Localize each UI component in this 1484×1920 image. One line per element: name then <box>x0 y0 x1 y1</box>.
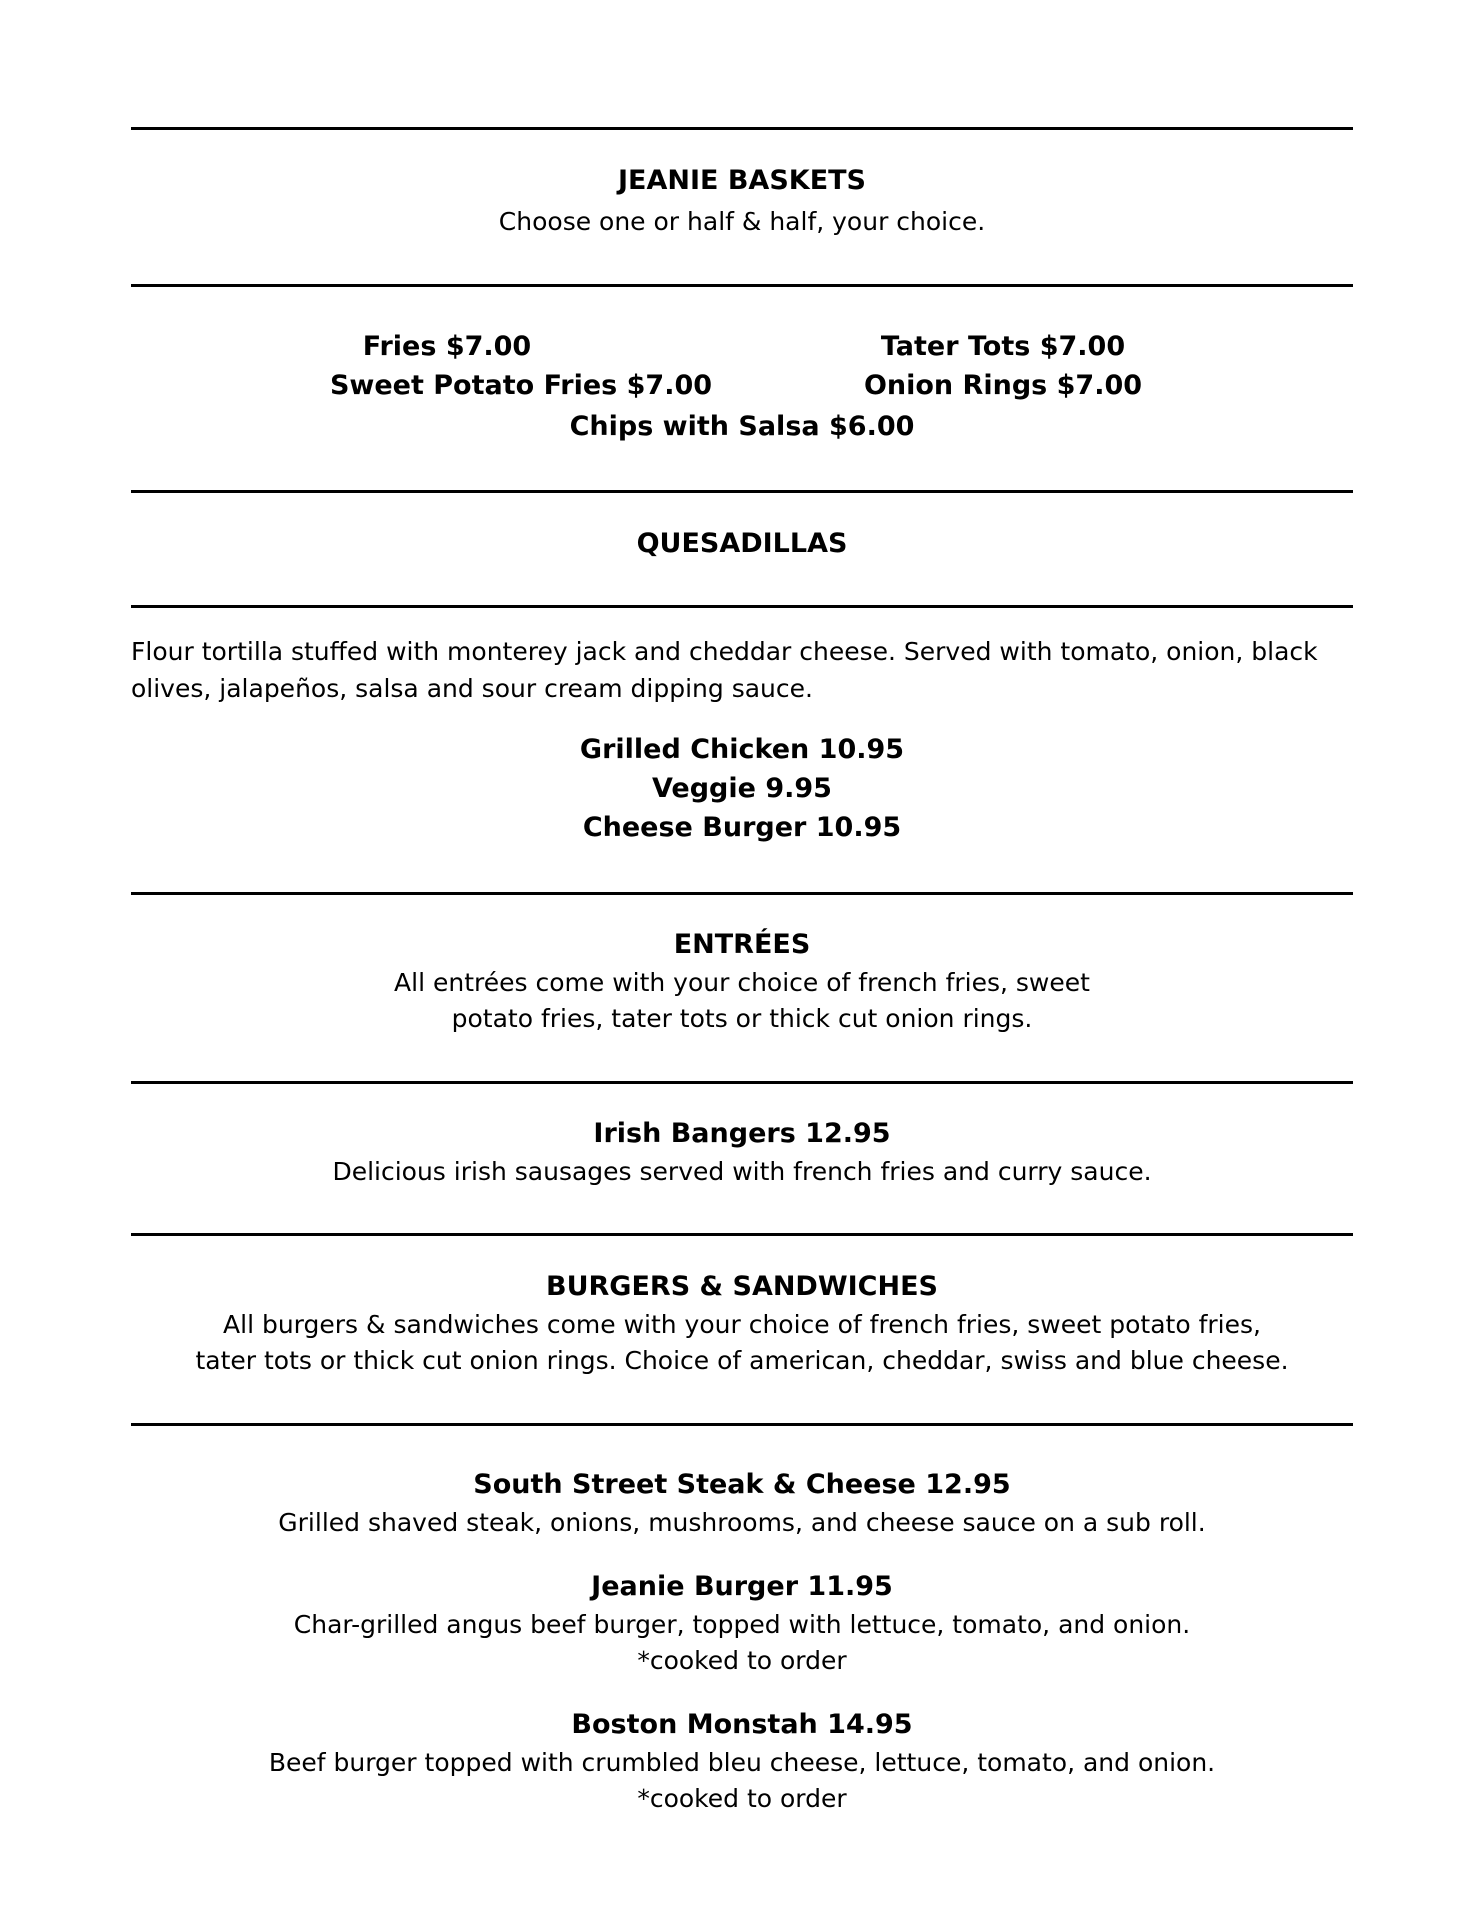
menu-item-fries: Fries $7.00 <box>362 331 532 362</box>
divider <box>131 605 1353 608</box>
menu-item-note: *cooked to order <box>637 1784 847 1813</box>
menu-item-description: Beef burger topped with crumbled bleu cheese, lettuce, tomato, and onion. <box>268 1748 1216 1777</box>
section-title-burgers: BURGERS & SANDWICHES <box>546 1271 938 1302</box>
section-description-burgers: tater tots or thick cut onion rings. Choice of american, cheddar, swiss and blue cheese. <box>195 1346 1289 1375</box>
divider <box>131 1233 1353 1236</box>
divider <box>131 892 1353 895</box>
menu-item-chips-salsa: Chips with Salsa $6.00 <box>569 411 915 442</box>
section-description-burgers: All burgers & sandwiches come with your choice of french fries, sweet potato fries, <box>223 1310 1261 1339</box>
menu-item-veggie: Veggie 9.95 <box>652 773 832 804</box>
menu-item-description: Delicious irish sausages served with french fries and curry sauce. <box>332 1157 1152 1186</box>
divider <box>131 284 1353 287</box>
section-description-entrees: All entrées come with your choice of french fries, sweet <box>394 968 1090 997</box>
menu-item-south-street-steak: South Street Steak & Cheese 12.95 <box>473 1469 1011 1500</box>
divider <box>131 1423 1353 1426</box>
section-title-quesadillas: QUESADILLAS <box>636 528 848 559</box>
menu-item-irish-bangers: Irish Bangers 12.95 <box>593 1118 891 1149</box>
divider <box>131 127 1353 130</box>
menu-item-sweet-potato-fries: Sweet Potato Fries $7.00 <box>329 370 713 401</box>
section-title-entrees: ENTRÉES <box>673 929 811 960</box>
menu-item-description: Char-grilled angus beef burger, topped with lettuce, tomato, and onion. <box>293 1610 1191 1639</box>
divider <box>131 490 1353 493</box>
section-description-entrees: potato fries, tater tots or thick cut onion rings. <box>451 1004 1033 1033</box>
menu-item-cheese-burger: Cheese Burger 10.95 <box>582 812 902 843</box>
menu-item-tater-tots: Tater Tots $7.00 <box>880 331 1126 362</box>
menu-item-onion-rings: Onion Rings $7.00 <box>863 370 1143 401</box>
divider <box>131 1081 1353 1084</box>
section-subtitle-baskets: Choose one or half & half, your choice. <box>498 207 986 236</box>
menu-item-grilled-chicken: Grilled Chicken 10.95 <box>579 734 905 765</box>
menu-item-note: *cooked to order <box>637 1646 847 1675</box>
menu-item-jeanie-burger: Jeanie Burger 11.95 <box>591 1571 893 1602</box>
section-title-baskets: JEANIE BASKETS <box>617 165 867 196</box>
menu-item-description: Grilled shaved steak, onions, mushrooms, and cheese sauce on a sub roll. <box>278 1508 1206 1537</box>
section-description-quesadillas: Flour tortilla stuffed with monterey jack and cheddar cheese. Served with tomato, onion, black olives, jalapeños, salsa and sour cream dipping sauce. <box>131 637 1318 703</box>
menu-item-boston-monstah: Boston Monstah 14.95 <box>571 1709 913 1740</box>
